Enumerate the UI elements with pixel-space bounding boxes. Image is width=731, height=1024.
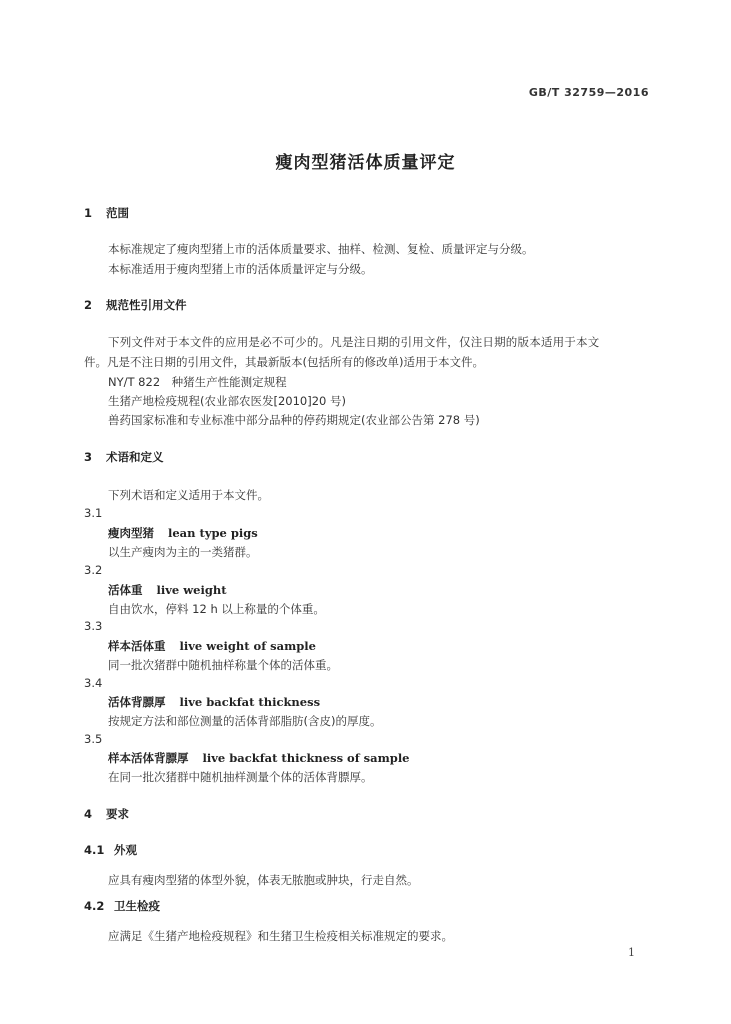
term-english: live weight of sample xyxy=(179,639,316,653)
term-english: live backfat thickness xyxy=(179,695,321,709)
subsection-number: 4.2 xyxy=(84,899,105,913)
term-definition: 在同一批次猪群中随机抽样测量个体的活体背膘厚。 xyxy=(108,770,373,784)
page-number: 1 xyxy=(628,946,635,959)
subsection-title: 外观 xyxy=(114,843,137,857)
normative-reference: 兽药国家标准和专业标准中部分品种的停药期规定(农业部公告第 278 号) xyxy=(108,413,480,427)
term-number: 3.1 xyxy=(84,506,103,520)
section-1-heading xyxy=(84,205,129,221)
term-chinese: 瘦肉型猪 xyxy=(108,526,154,540)
normative-reference: NY/T 822 种猪生产性能测定规程 xyxy=(108,375,287,389)
term-definition: 同一批次猪群中随机抽样称量个体的活体重。 xyxy=(108,658,338,672)
document-title: 瘦肉型猪活体质量评定 xyxy=(275,153,456,173)
subsection-4-1-heading xyxy=(84,842,137,858)
term-definition: 自由饮水，停料 12 h 以上称量的个体重。 xyxy=(108,602,325,616)
paragraph: 应满足《生猪产地检疫规程》和生猪卫生检疫相关标准规定的要求。 xyxy=(108,929,453,943)
paragraph-line: 下列文件对于本文件的应用是必不可少的。凡是注日期的引用文件，仅注日期的版本适用于本文 xyxy=(108,335,600,349)
section-title: 规范性引用文件 xyxy=(106,298,187,312)
term-definition: 按规定方法和部位测量的活体背部脂肪(含皮)的厚度。 xyxy=(108,714,382,728)
section-title: 术语和定义 xyxy=(106,450,164,464)
subsection-title: 卫生检疫 xyxy=(114,899,160,913)
term-chinese: 样本活体重 xyxy=(108,639,166,653)
subsection-number: 4.1 xyxy=(84,843,105,857)
section-title: 范围 xyxy=(106,206,129,220)
term-number: 3.4 xyxy=(84,676,103,690)
section-4-heading xyxy=(84,806,129,822)
normative-reference: 生猪产地检疫规程(农业部农医发[2010]20 号) xyxy=(108,394,346,408)
paragraph: 本标准规定了瘦肉型猪上市的活体质量要求、抽样、检测、复检、质量评定与分级。 xyxy=(108,242,534,256)
term-name xyxy=(108,582,227,598)
section-number: 3 xyxy=(84,450,93,464)
section-3-heading xyxy=(84,449,164,465)
term-name xyxy=(108,694,320,710)
term-english: live backfat thickness of sample xyxy=(202,751,410,765)
section-2-heading xyxy=(84,297,187,313)
term-english: live weight xyxy=(156,583,227,597)
paragraph-line: 件。凡是不注日期的引用文件，其最新版本(包括所有的修改单)适用于本文件。 xyxy=(84,355,484,369)
subsection-4-2-heading xyxy=(84,898,160,914)
term-chinese: 样本活体背膘厚 xyxy=(108,751,189,765)
paragraph: 本标准适用于瘦肉型猪上市的活体质量评定与分级。 xyxy=(108,262,373,276)
section-number: 1 xyxy=(84,206,93,220)
term-name xyxy=(108,750,410,766)
standard-number: GB/T 32759—2016 xyxy=(528,86,649,99)
paragraph: 下列术语和定义适用于本文件。 xyxy=(108,488,269,502)
term-name xyxy=(108,525,258,541)
term-english: lean type pigs xyxy=(168,526,258,540)
term-name xyxy=(108,638,316,654)
section-number: 2 xyxy=(84,298,93,312)
term-definition: 以生产瘦肉为主的一类猪群。 xyxy=(108,545,258,559)
section-number: 4 xyxy=(84,807,93,821)
term-chinese: 活体重 xyxy=(108,583,143,597)
term-number: 3.5 xyxy=(84,732,103,746)
term-number: 3.2 xyxy=(84,563,103,577)
section-title: 要求 xyxy=(106,807,129,821)
term-chinese: 活体背膘厚 xyxy=(108,695,166,709)
term-number: 3.3 xyxy=(84,619,103,633)
paragraph: 应具有瘦肉型猪的体型外貌，体表无脓胞或肿块，行走自然。 xyxy=(108,873,419,887)
